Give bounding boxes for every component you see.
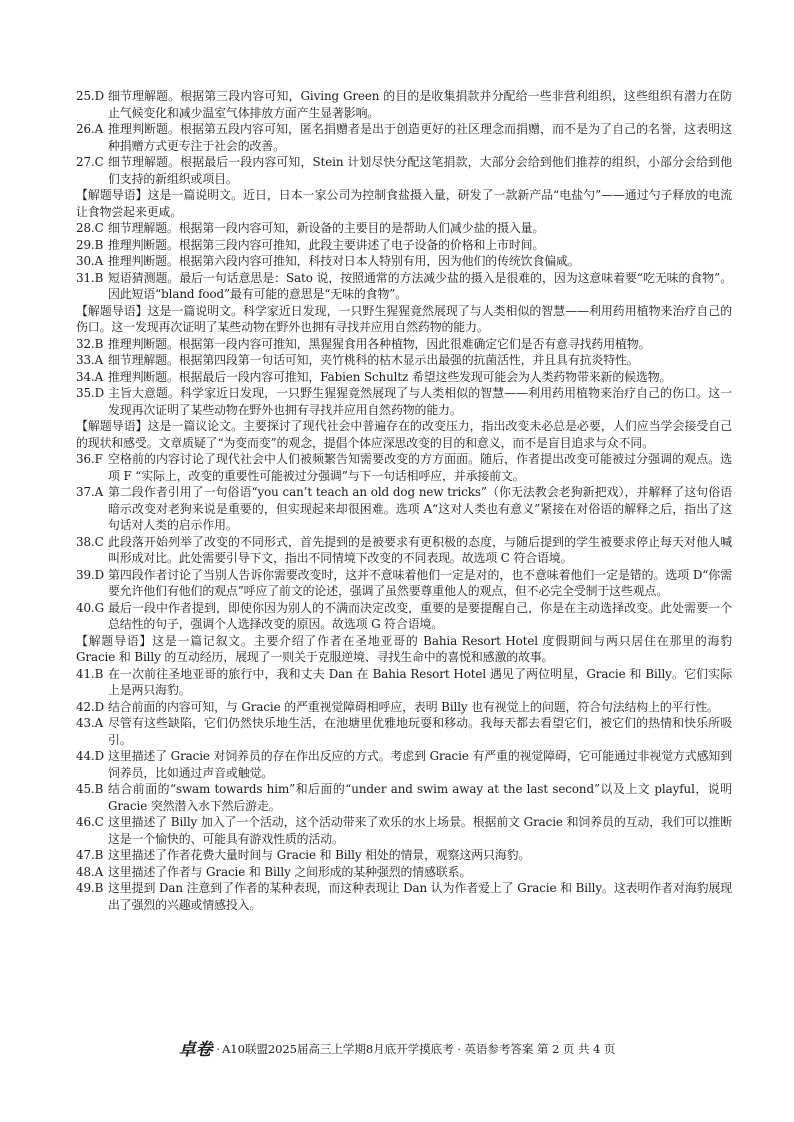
answer-item [76,336,732,353]
answer-item [76,781,732,814]
guide-label: 【解题导语】 [76,633,153,648]
answer-number: 27.C [76,155,104,169]
answer-item [76,385,732,418]
answer-item [76,534,732,567]
answer-explanation: 推理判断题。根据第六段内容可推知，科技对日本人特别有用，因为他们的传统饮食偏咸。 [108,254,580,268]
answer-item [76,253,732,270]
footer-text: A10联盟2025届高三上学期8月底开学摸底考 · 英语参考答案 第 2 页 共 4 页 [222,1042,616,1056]
answer-explanation: 第四段作者讨论了当别人告诉你需要改变时，这并不意味着他们一定是对的，也不意味着他们一定是错的。选项 D“你需要允许他们有他们的观点”呼应了前文的论述，强调了虽然要尊重他人的观点，但不必完全受制于这些观点。 [108,567,732,598]
answer-number: 31.B [76,270,104,285]
passage-guide [76,187,732,220]
passage-guide [76,303,732,336]
answer-explanation: 细节理解题。根据第四段第一句话可知，夹竹桃科的枯木显示出最强的抗菌活性，并且具有抗炎特性。 [108,353,639,367]
answer-number: 44.D [76,749,105,763]
answer-item [76,154,732,187]
answer-explanation: 推理判断题。根据第五段内容可知，匿名捐赠者是出于创造更好的社区理念而捐赠，而不是为了自己的名誉，这表明这种捐赠方式更专注于社会的改善。 [108,122,732,153]
guide-label: 【解题导语】 [76,419,148,433]
answer-number: 29.B [76,237,104,252]
answer-item [76,451,732,484]
answer-explanation: 尽管有这些缺陷，它们仍然快乐地生活，在池塘里优雅地玩耍和移动。我每天都去看望它们，被它们的热情和快乐所吸引。 [108,716,732,747]
answer-item [76,484,732,534]
answer-explanation: 推理判断题。根据第一段内容可推知，黑猩猩食用各种植物，因此很难确定它们是否有意寻找药用植物。 [108,336,651,351]
answer-item [76,666,732,699]
answer-item [76,699,732,716]
answer-number: 48.A [76,864,104,879]
answer-item [76,220,732,237]
answer-list [76,88,732,913]
answer-number: 36.F [76,452,103,466]
answer-number: 28.C [76,221,104,235]
answer-item [76,847,732,864]
answer-explanation: 结合前面的“swam towards him”和后面的“under and swim away at the last second”以及上文 playful，说明 Gracie 突然潜入水下然后游走。 [108,782,732,813]
answer-explanation: 空格前的内容讨论了现代社会中人们被频繁告知需要改变的方方面面。随后，作者提出改变可能被过分强调的观点。选项 F “实际上，改变的重要性可能被过分强调”与下一句话相呼应，并承接前文。 [108,452,732,483]
guide-label: 【解题导语】 [76,188,148,202]
answer-explanation: 细节理解题。根据第三段内容可知，Giving Green 的目的是收集捐款并分配给一些非营利组织，这些组织有潜力在防止气候变化和减少温室气体排放方面产生显著影响。 [108,89,732,120]
answer-number: 42.D [76,699,105,714]
answer-explanation: 这里提到 Dan 注意到了作者的某种表现，而这种表现让 Dan 认为作者爱上了 Gracie 和 Billy。这表明作者对海豹展现出了强烈的兴趣或情感投入。 [108,881,732,912]
answer-item [76,748,732,781]
answer-explanation: 这里描述了作者与 Gracie 和 Billy 之间形成的某种强烈的情感联系。 [108,864,472,879]
answer-item [76,270,732,303]
answer-explanation: 主旨大意题。科学家近日发现，一只野生猩猩竟然展现了与人类相似的智慧——利用药用植物来治疗自己的伤口。这一发现再次证明了某些动物在野外也拥有寻找并应用自然药物的能力。 [108,386,732,417]
guide-text: 这是一篇记叙文。主要介绍了作者在圣地亚哥的 Bahia Resort Hotel 度假期间与两只居住在那里的海豹 Gracie 和 Billy 的互动经历，展现了一则关于克服逆境、寻找生命中的喜悦和感激的故事。 [76,633,732,664]
answer-number: 47.B [76,848,104,862]
answer-number: 49.B [76,881,104,895]
answer-explanation: 第二段作者引用了一句俗语“you can’t teach an old dog new tricks”（你无法教会老狗新把戏），并解释了这句俗语暗示改变对老狗来说是重要的，但实现起来却很困难。选项 A“这对人类也有意义”紧接在对俗语的解释之后，指出了这句话对人类的启示作用。 [108,485,732,532]
answer-explanation: 推理判断题。根据第三段内容可推知，此段主要讲述了电子设备的价格和上市时间。 [108,237,545,252]
answer-item [76,567,732,600]
answer-number: 37.A [76,485,104,499]
answer-item [76,352,732,369]
answer-item [76,88,732,121]
answer-explanation: 这里描述了 Billy 加入了一个活动，这个活动带来了欢乐的水上场景。根据前文 Gracie 和饲养员的互动，我们可以推断这是一个愉快的、可能具有游戏性质的活动。 [108,815,732,846]
answer-item [76,237,732,254]
guide-text: 这是一篇议论文。主要探讨了现代社会中普遍存在的改变压力，指出改变未必总是必要，人们应当学会接受自己的现状和感受。文章质疑了“为变而变”的观念，提倡个体应深思改变的目的和意义，而不是盲目追求与众不同。 [76,419,732,450]
answer-explanation: 最后一段中作者提到，即使你因为别人的不满而决定改变，重要的是要提醒自己，你是在主动选择改变。此处需要一个总结性的句子，强调个人选择改变的原因。故选项 G 符合语境。 [108,600,732,631]
answer-number: 30.A [76,254,104,268]
answer-number: 39.D [76,567,105,582]
answer-item [76,369,732,386]
answer-number: 33.A [76,353,104,367]
answer-number: 38.C [76,534,104,549]
answer-item [76,715,732,748]
guide-label: 【解题导语】 [76,303,148,318]
answer-number: 43.A [76,716,104,730]
answer-explanation: 这里描述了 Gracie 对饲养员的存在作出反应的方式。考虑到 Gracie 有严重的视觉障碍，它可能通过非视觉方式感知到饲养员，比如通过声音或触觉。 [108,749,732,780]
answer-number: 26.A [76,122,104,136]
answer-explanation: 此段落开始列举了改变的不同形式，首先提到的是被要求有更积极的态度，与随后提到的学生被要求停止每天对他人喊叫形成对比。此处需要引导下文，指出不同情境下改变的不同表现。故选项 C 符合语境。 [108,534,732,565]
answer-item [76,814,732,847]
answer-explanation: 结合前面的内容可知，与 Gracie 的严重视觉障碍相呼应，表明 Billy 也有视觉上的问题，符合句法结构上的平行性。 [108,699,719,714]
answer-explanation: 细节理解题。根据最后一段内容可知，Stein 计划尽快分配这笔捐款，大部分会给到他们推荐的组织，小部分会给到他们支持的新组织或项目。 [108,155,732,186]
brand-logo: 卓卷 [178,1040,213,1060]
answer-number: 25.D [76,89,105,103]
answer-number: 46.C [76,815,104,829]
guide-text: 这是一篇说明文。科学家近日发现，一只野生猩猩竟然展现了与人类相似的智慧——利用药用植物来治疗自己的伤口。这一发现再次证明了某些动物在野外也拥有寻找并应用自然药物的能力。 [76,303,732,334]
answer-item [76,600,732,633]
answer-number: 34.A [76,369,104,384]
guide-text: 这是一篇说明文。近日，日本一家公司为控制食盐摄入量，研发了一款新产品“电盐勺”——通过勺子释放的电流让食物尝起来更咸。 [76,188,732,219]
answer-explanation: 推理判断题。根据最后一段内容可推知，Fabien Schultz 希望这些发现可能会为人类药物带来新的候选物。 [108,369,672,384]
answer-number: 41.B [76,666,104,681]
answer-number: 45.B [76,782,104,796]
answer-number: 32.B [76,336,104,351]
passage-guide [76,633,732,666]
answer-number: 40.G [76,600,105,615]
answer-number: 35.D [76,386,105,400]
answer-explanation: 短语猜测题。最后一句话意思是：Sato 说，按照通常的方法减少盐的摄入是很难的，因为这意味着要“吃无味的食物”。因此短语“bland food”最有可能的意思是“无味的食物”。 [108,270,732,301]
page-footer: 卓卷 · A10联盟2025届高三上学期8月底开学摸底考 · 英语参考答案 第 2 页 共 4 页 [178,1040,616,1060]
passage-guide [76,418,732,451]
answer-explanation: 在一次前往圣地亚哥的旅行中，我和丈夫 Dan 在 Bahia Resort Hotel 遇见了两位明星，Gracie 和 Billy。它们实际上是两只海豹。 [108,666,732,697]
answer-item [76,880,732,913]
answer-explanation: 细节理解题。根据第一段内容可知，新设备的主要目的是帮助人们减少盐的摄入量。 [108,221,545,235]
answer-item [76,864,732,881]
answer-item [76,121,732,154]
answer-explanation: 这里描述了作者花费大量时间与 Gracie 和 Billy 相处的情景，观察这两只海豹。 [108,848,531,862]
